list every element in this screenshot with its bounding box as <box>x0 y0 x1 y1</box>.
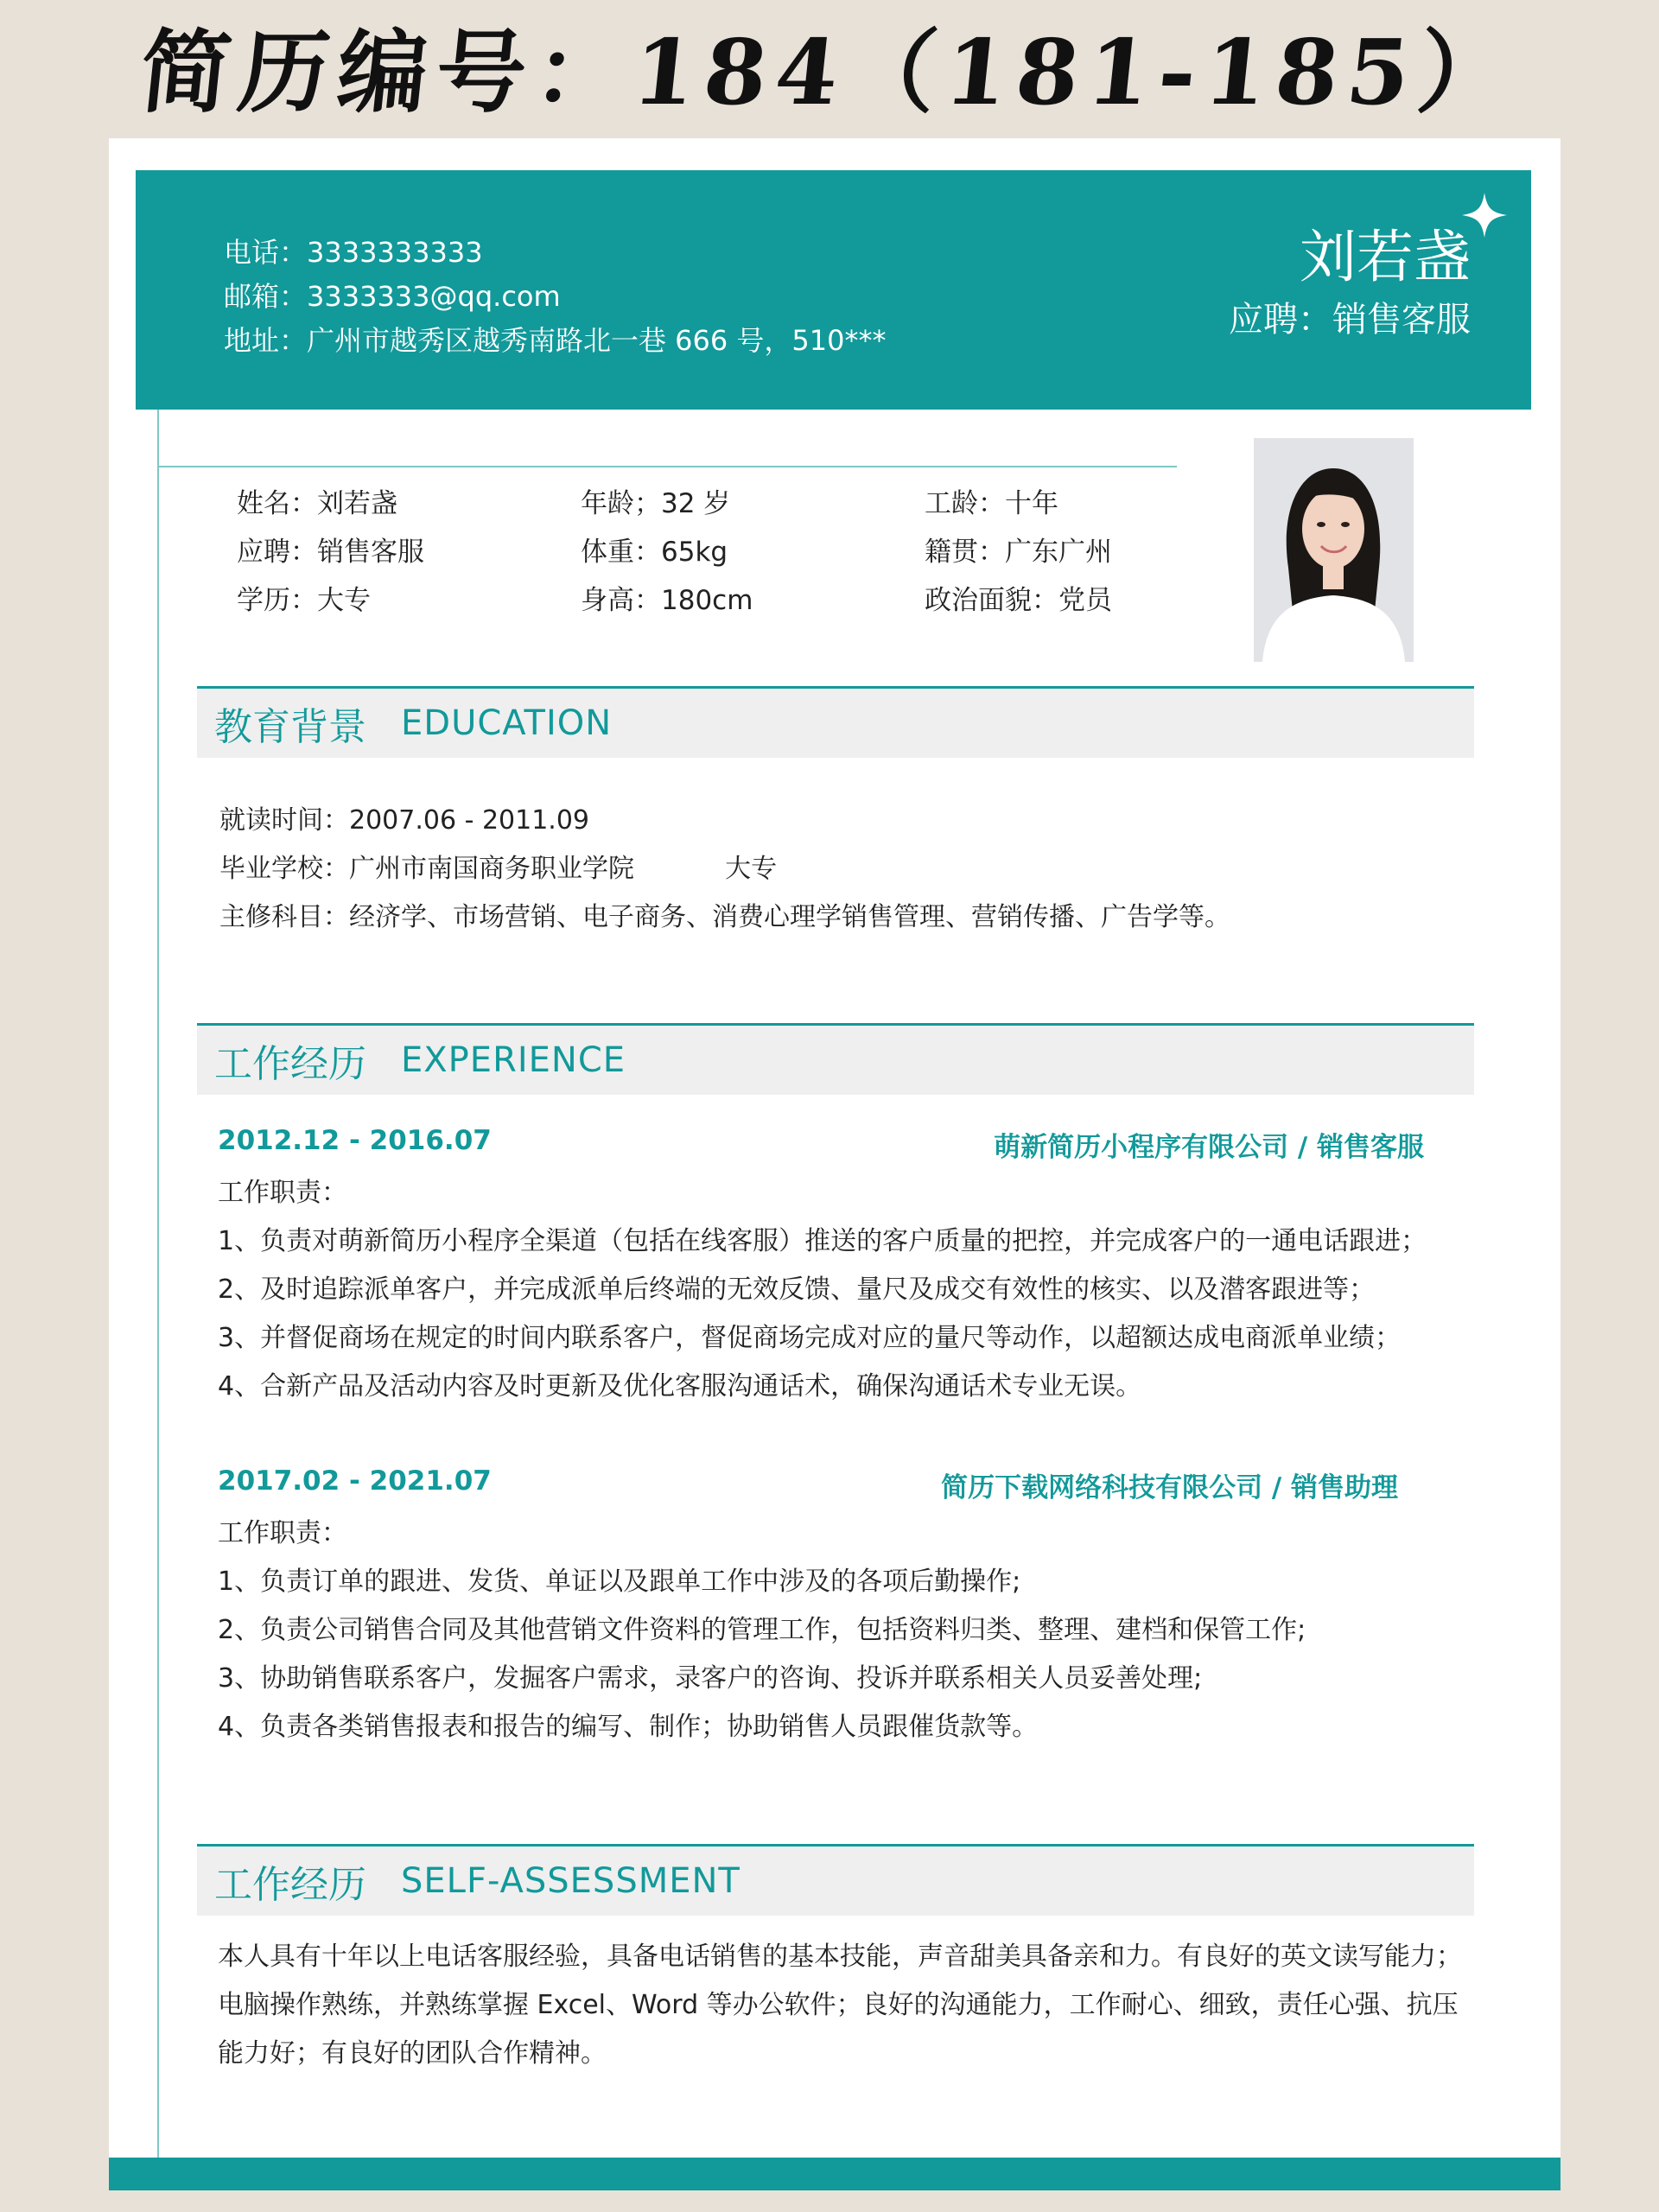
job-target: 应聘：销售客服 <box>1229 300 1471 340</box>
education-body <box>219 797 1230 942</box>
avatar <box>1254 438 1414 662</box>
header-band <box>136 170 1531 410</box>
self-title-cn: 工作经历 <box>214 1863 366 1907</box>
job-duties <box>218 1510 1306 1751</box>
candidate-name: 刘若盏 <box>1300 224 1471 290</box>
education-school: 毕业学校：广州市南国商务职业学院 <box>219 854 634 884</box>
duty-item: 1、负责对萌新简历小程序全渠道（包括在线客服）推送的客户质量的把控，并完成客户的一通电话跟进； <box>218 1226 1427 1256</box>
info-politics: 政治面貌：党员 <box>925 585 1112 616</box>
name-block <box>1229 219 1471 343</box>
duty-item: 4、负责各类销售报表和报告的编写、制作；协助销售人员跟催货款等。 <box>218 1712 1039 1742</box>
info-height: 身高：180cm <box>581 585 753 616</box>
info-education: 学历：大专 <box>237 585 371 616</box>
education-degree: 大专 <box>725 854 778 884</box>
info-name: 姓名：刘若盏 <box>237 488 397 519</box>
experience-title-cn: 工作经历 <box>214 1042 366 1086</box>
duty-item: 1、负责订单的跟进、发货、单证以及跟单工作中涉及的各项后勤操作; <box>218 1567 1021 1597</box>
duty-label: 工作职责： <box>218 1518 347 1548</box>
experience-header <box>197 1023 1474 1095</box>
job-company: 简历下载网络科技有限公司 / 销售助理 <box>941 1472 1398 1503</box>
job-period: 2017.02 - 2021.07 <box>218 1465 492 1497</box>
duty-item: 3、并督促商场在规定的时间内联系客户，督促商场完成对应的量尺等动作，以超额达成电商派单业绩； <box>218 1323 1402 1353</box>
phone-text: 电话：3333333333 <box>224 236 483 269</box>
self-title-en: SELF-ASSESSMENT <box>401 1861 741 1901</box>
job-header <box>218 1125 1436 1164</box>
self-line: 电脑操作熟练，并熟练掌握 Excel、Word 等办公软件；良好的沟通能力，工作耐心、细致，责任心强、抗压 <box>218 1990 1459 2020</box>
basic-info <box>237 486 1274 619</box>
experience-title-en: EXPERIENCE <box>401 1040 626 1080</box>
education-title-cn: 教育背景 <box>214 705 366 749</box>
education-period: 就读时间：2007.06 - 2011.09 <box>219 805 590 836</box>
duty-label: 工作职责： <box>218 1178 347 1208</box>
self-assessment-header <box>197 1844 1474 1916</box>
sparkle-icon <box>1460 191 1509 239</box>
page-title: 简历编号：184（181-185） <box>135 19 1522 125</box>
self-line: 能力好；有良好的团队合作精神。 <box>218 2038 607 2069</box>
footer-band <box>109 2158 1560 2190</box>
divider <box>159 466 1177 467</box>
self-line: 本人具有十年以上电话客服经验，具备电话销售的基本技能，声音甜美具备亲和力。有良好的英文读写能力； <box>218 1942 1462 1972</box>
education-school-row <box>219 845 1230 893</box>
left-rule <box>157 410 159 2160</box>
duty-item: 4、合新产品及活动内容及时更新及优化客服沟通话术，确保沟通话术专业无误。 <box>218 1371 1142 1402</box>
education-header <box>197 686 1474 758</box>
job-period: 2012.12 - 2016.07 <box>218 1125 492 1156</box>
self-assessment-text <box>218 1933 1471 2078</box>
info-native: 籍贯：广东广州 <box>925 537 1112 568</box>
info-weight: 体重：65kg <box>581 537 728 568</box>
duty-item: 3、协助销售联系客户，发掘客户需求，录客户的咨询、投诉并联系相关人员妥善处理; <box>218 1663 1203 1694</box>
education-title-en: EDUCATION <box>401 703 613 743</box>
email-text: 邮箱：3333333@qq.com <box>224 280 561 313</box>
duty-item: 2、及时追踪派单客户，并完成派单后终端的无效反馈、量尺及成交有效性的核实、以及潜客跟进等； <box>218 1274 1376 1305</box>
info-apply: 应聘：销售客服 <box>237 537 424 568</box>
contact-info <box>224 231 887 363</box>
education-major: 主修科目：经济学、市场营销、电子商务、消费心理学销售管理、营销传播、广告学等。 <box>219 902 1230 932</box>
info-work-years: 工龄：十年 <box>925 488 1058 519</box>
resume-sheet <box>109 138 1560 2190</box>
duty-item: 2、负责公司销售合同及其他营销文件资料的管理工作，包括资料归类、整理、建档和保管工作; <box>218 1615 1306 1645</box>
job-company: 萌新简历小程序有限公司 / 销售客服 <box>994 1132 1424 1163</box>
address-text: 地址：广州市越秀区越秀南路北一巷 666 号，510*** <box>224 324 887 357</box>
job-header <box>218 1465 1436 1504</box>
info-age: 年龄；32 岁 <box>581 488 731 519</box>
job-duties <box>218 1169 1427 1411</box>
